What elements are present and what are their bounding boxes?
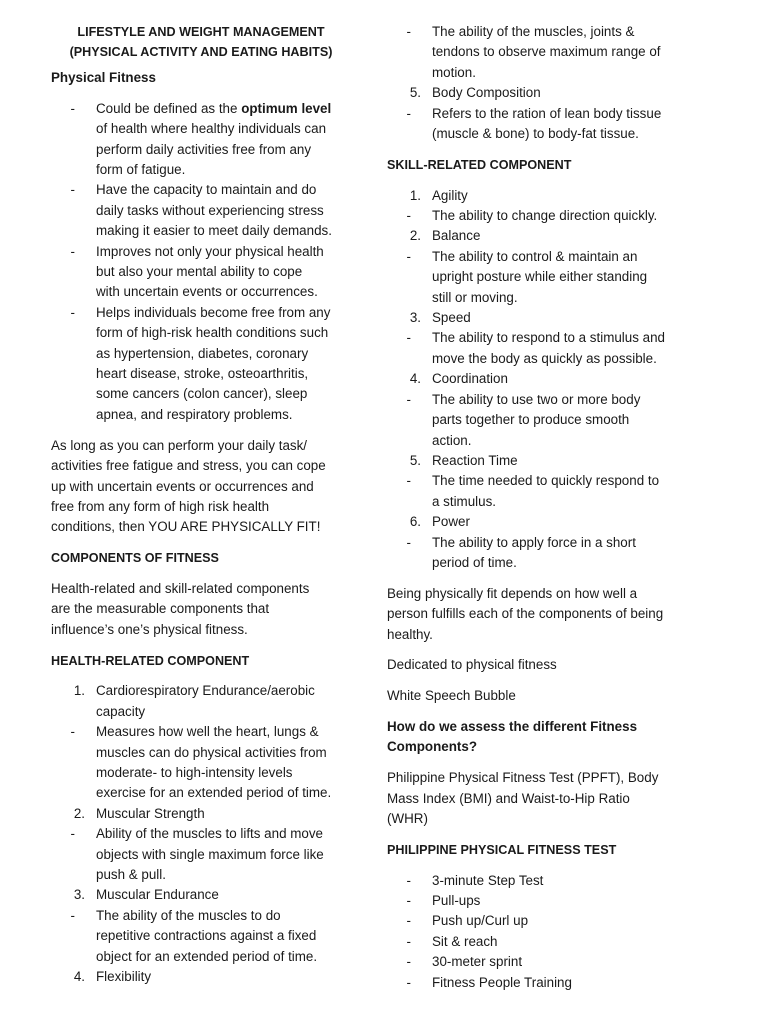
skill-desc-2 bbox=[387, 247, 687, 308]
assessment-question bbox=[387, 717, 687, 758]
item-line: Coordination bbox=[432, 371, 508, 387]
health-item-2 bbox=[51, 804, 351, 824]
health-desc-4 bbox=[387, 22, 687, 83]
paragraph-line: Philippine Physical Fitness Test (PPFT), Body bbox=[387, 770, 659, 786]
dash-mark: - bbox=[406, 473, 411, 489]
dash-mark: - bbox=[406, 534, 411, 550]
closing-paragraph bbox=[387, 584, 687, 645]
paragraph-line: person fulfills each of the components of being bbox=[387, 606, 664, 622]
ppft-heading: PHILIPPINE PHYSICAL FITNESS TEST bbox=[387, 842, 617, 857]
desc-line: The ability of the muscles, joints & bbox=[432, 24, 635, 39]
ppft-item-label: Pull-ups bbox=[432, 892, 481, 908]
ppft-item bbox=[387, 891, 687, 911]
desc-line: The ability to control & maintain an bbox=[432, 248, 638, 264]
health-item-1 bbox=[51, 681, 351, 722]
definition-line: form of fatigue. bbox=[96, 162, 186, 178]
desc-line: The ability of the muscles to do bbox=[96, 907, 281, 923]
number-mark: 4. bbox=[409, 371, 421, 387]
ppft-item bbox=[387, 911, 687, 931]
skill-item-1 bbox=[387, 186, 687, 206]
health-desc-1 bbox=[51, 722, 351, 804]
item-line: Power bbox=[432, 514, 470, 530]
summary-line: As long as you can perform your daily task/ bbox=[51, 437, 308, 453]
dash-mark: - bbox=[406, 872, 411, 888]
image-caption: White Speech Bubble bbox=[387, 688, 516, 704]
desc-line: The ability to use two or more body bbox=[432, 391, 641, 407]
desc-line: The ability to apply force in a short bbox=[432, 534, 636, 550]
bullet-line: making it easier to meet daily demands. bbox=[96, 223, 332, 239]
number-mark: 2. bbox=[409, 228, 421, 244]
desc-line: still or moving. bbox=[432, 289, 518, 305]
dash-mark: - bbox=[406, 391, 411, 407]
ppft-item bbox=[387, 871, 687, 891]
item-line: Cardiorespiratory Endurance/aerobic bbox=[96, 683, 315, 699]
health-related-heading: HEALTH-RELATED COMPONENT bbox=[51, 653, 250, 668]
bullet-line: Have the capacity to maintain and do bbox=[96, 182, 317, 198]
dash-mark: - bbox=[70, 182, 75, 198]
bullet-line: heart disease, stroke, osteoarthritis, bbox=[96, 366, 309, 382]
skill-desc-6 bbox=[387, 533, 687, 574]
dash-mark: - bbox=[406, 974, 411, 990]
health-item-4 bbox=[51, 967, 351, 987]
bullet-line: with uncertain events or occurrences. bbox=[96, 284, 318, 300]
paragraph-line: (WHR) bbox=[387, 810, 428, 826]
skill-desc-4 bbox=[387, 390, 687, 451]
definition-line: perform daily activities free from any bbox=[96, 141, 312, 157]
dash-mark: - bbox=[406, 954, 411, 970]
dash-mark: - bbox=[70, 304, 75, 320]
desc-line: The ability to change direction quickly. bbox=[432, 208, 658, 224]
number-mark: 6. bbox=[409, 514, 421, 530]
ppft-item-label: Fitness People Training bbox=[432, 974, 572, 990]
paragraph-line: are the measurable components that bbox=[51, 601, 270, 617]
summary-line: up with uncertain events or occurrences and bbox=[51, 478, 314, 494]
dash-mark: - bbox=[406, 330, 411, 346]
definition-line: of health where healthy individuals can bbox=[96, 121, 327, 137]
skill-item-4 bbox=[387, 369, 687, 389]
item-line: Muscular Strength bbox=[96, 805, 205, 821]
ppft-item-label: Sit & reach bbox=[432, 933, 498, 949]
bullet-line: Improves not only your physical health bbox=[96, 243, 324, 259]
question-line: Components? bbox=[387, 739, 478, 755]
assessment-answer bbox=[387, 768, 687, 829]
skill-desc-1 bbox=[387, 206, 687, 226]
item-line: Reaction Time bbox=[432, 452, 518, 468]
number-mark: 3. bbox=[409, 310, 421, 326]
desc-line: push & pull. bbox=[96, 866, 166, 882]
skill-item-6 bbox=[387, 512, 687, 532]
ppft-item-label: 30-meter sprint bbox=[432, 954, 523, 970]
desc-line: motion. bbox=[432, 64, 476, 80]
bullet-line: apnea, and respiratory problems. bbox=[96, 406, 293, 422]
item-line: capacity bbox=[96, 703, 146, 719]
desc-line: move the body as quickly as possible. bbox=[432, 350, 657, 366]
desc-line: upright posture while either standing bbox=[432, 269, 648, 285]
ppft-item-label: Push up/Curl up bbox=[432, 913, 529, 929]
ppft-item-label: 3-minute Step Test bbox=[432, 872, 544, 888]
definition-text: Could be defined as the bbox=[96, 100, 242, 116]
desc-line: a stimulus. bbox=[432, 493, 496, 509]
number-mark: 5. bbox=[409, 452, 421, 468]
fitness-bullet-2 bbox=[51, 180, 351, 241]
desc-line: exercise for an extended period of time. bbox=[96, 785, 332, 801]
number-mark: 1. bbox=[73, 683, 85, 699]
paragraph-line: Health-related and skill-related components bbox=[51, 580, 310, 596]
ppft-item bbox=[387, 952, 687, 972]
dash-mark: - bbox=[406, 892, 411, 908]
desc-line: moderate- to high-intensity levels bbox=[96, 764, 293, 780]
desc-line: (muscle & bone) to body-fat tissue. bbox=[432, 126, 639, 142]
summary-line: activities free fatigue and stress, you can cope bbox=[51, 458, 326, 474]
ppft-item bbox=[387, 973, 687, 993]
question-line: How do we assess the different Fitness bbox=[387, 718, 638, 734]
desc-line: object for an extended period of time. bbox=[96, 948, 318, 964]
right-column bbox=[387, 22, 687, 993]
bullet-line: daily tasks without experiencing stress bbox=[96, 202, 324, 218]
desc-line: muscles can do physical activities from bbox=[96, 744, 327, 760]
number-mark: 4. bbox=[73, 969, 85, 984]
health-desc-2 bbox=[51, 824, 351, 885]
desc-line: parts together to produce smooth bbox=[432, 412, 630, 428]
desc-line: repetitive contractions against a fixed bbox=[96, 928, 317, 944]
dash-mark: - bbox=[70, 826, 75, 842]
desc-line: period of time. bbox=[432, 554, 517, 570]
health-desc-5 bbox=[387, 104, 687, 145]
summary-line: conditions, then YOU ARE PHYSICALLY FIT! bbox=[51, 519, 321, 535]
title-line-2: (PHYSICAL ACTIVITY AND EATING HABITS) bbox=[69, 45, 333, 59]
skill-item-3 bbox=[387, 308, 687, 328]
desc-line: objects with single maximum force like bbox=[96, 846, 324, 862]
dash-mark: - bbox=[406, 24, 411, 39]
health-item-3 bbox=[51, 885, 351, 905]
bullet-line: some cancers (colon cancer), sleep bbox=[96, 386, 308, 402]
item-line: Agility bbox=[432, 187, 468, 203]
desc-line: tendons to observe maximum range of bbox=[432, 44, 661, 60]
dash-mark: - bbox=[406, 105, 411, 121]
item-line: Muscular Endurance bbox=[96, 887, 219, 903]
desc-line: The time needed to quickly respond to bbox=[432, 473, 660, 489]
item-line: Balance bbox=[432, 228, 481, 244]
components-heading: COMPONENTS OF FITNESS bbox=[51, 551, 219, 566]
definition-bold: optimum level bbox=[241, 100, 332, 116]
paragraph-line: healthy. bbox=[387, 626, 433, 642]
desc-line: The ability to respond to a stimulus and bbox=[432, 330, 665, 346]
bullet-line: form of high-risk health conditions such bbox=[96, 325, 329, 341]
skill-related-heading: SKILL-RELATED COMPONENT bbox=[387, 157, 572, 172]
dash-mark: - bbox=[406, 208, 411, 224]
item-line: Body Composition bbox=[432, 85, 541, 101]
dash-mark: - bbox=[70, 243, 75, 259]
fitness-bullet-3 bbox=[51, 242, 351, 303]
number-mark: 3. bbox=[73, 887, 85, 903]
desc-line: action. bbox=[432, 432, 472, 448]
item-line: Speed bbox=[432, 310, 471, 326]
dash-mark: - bbox=[406, 248, 411, 264]
fitness-bullet-4 bbox=[51, 303, 351, 425]
health-item-5 bbox=[387, 83, 687, 103]
components-paragraph bbox=[51, 579, 351, 640]
document-title bbox=[51, 22, 351, 62]
fitness-bullet-1 bbox=[51, 99, 351, 181]
dash-mark: - bbox=[406, 913, 411, 929]
number-mark: 1. bbox=[409, 187, 421, 203]
dash-mark: - bbox=[406, 933, 411, 949]
desc-line: Ability of the muscles to lifts and move bbox=[96, 826, 323, 842]
paragraph-line: Mass Index (BMI) and Waist-to-Hip Ratio bbox=[387, 790, 630, 806]
dash-mark: - bbox=[70, 100, 75, 116]
item-line: Flexibility bbox=[96, 969, 152, 984]
paragraph-line: influence’s one’s physical fitness. bbox=[51, 621, 248, 637]
title-line-1: LIFESTYLE AND WEIGHT MANAGEMENT bbox=[77, 25, 325, 39]
ppft-item bbox=[387, 932, 687, 952]
left-column bbox=[51, 22, 351, 987]
dash-mark: - bbox=[70, 907, 75, 923]
dedication-text: Dedicated to physical fitness bbox=[387, 657, 557, 673]
bullet-line: as hypertension, diabetes, coronary bbox=[96, 345, 309, 361]
paragraph-line: Being physically fit depends on how well a bbox=[387, 585, 638, 601]
fitness-summary bbox=[51, 436, 351, 538]
skill-desc-5 bbox=[387, 471, 687, 512]
skill-item-5 bbox=[387, 451, 687, 471]
health-desc-3 bbox=[51, 906, 351, 967]
dash-mark: - bbox=[70, 724, 75, 740]
desc-line: Refers to the ration of lean body tissue bbox=[432, 105, 662, 121]
summary-line: free from any form of high risk health bbox=[51, 498, 270, 514]
bullet-line: but also your mental ability to cope bbox=[96, 264, 303, 280]
skill-item-2 bbox=[387, 226, 687, 246]
bullet-line: Helps individuals become free from any bbox=[96, 304, 331, 320]
physical-fitness-heading: Physical Fitness bbox=[51, 70, 156, 85]
number-mark: 2. bbox=[73, 805, 85, 821]
number-mark: 5. bbox=[409, 85, 421, 101]
desc-line: Measures how well the heart, lungs & bbox=[96, 724, 319, 740]
skill-desc-3 bbox=[387, 328, 687, 369]
